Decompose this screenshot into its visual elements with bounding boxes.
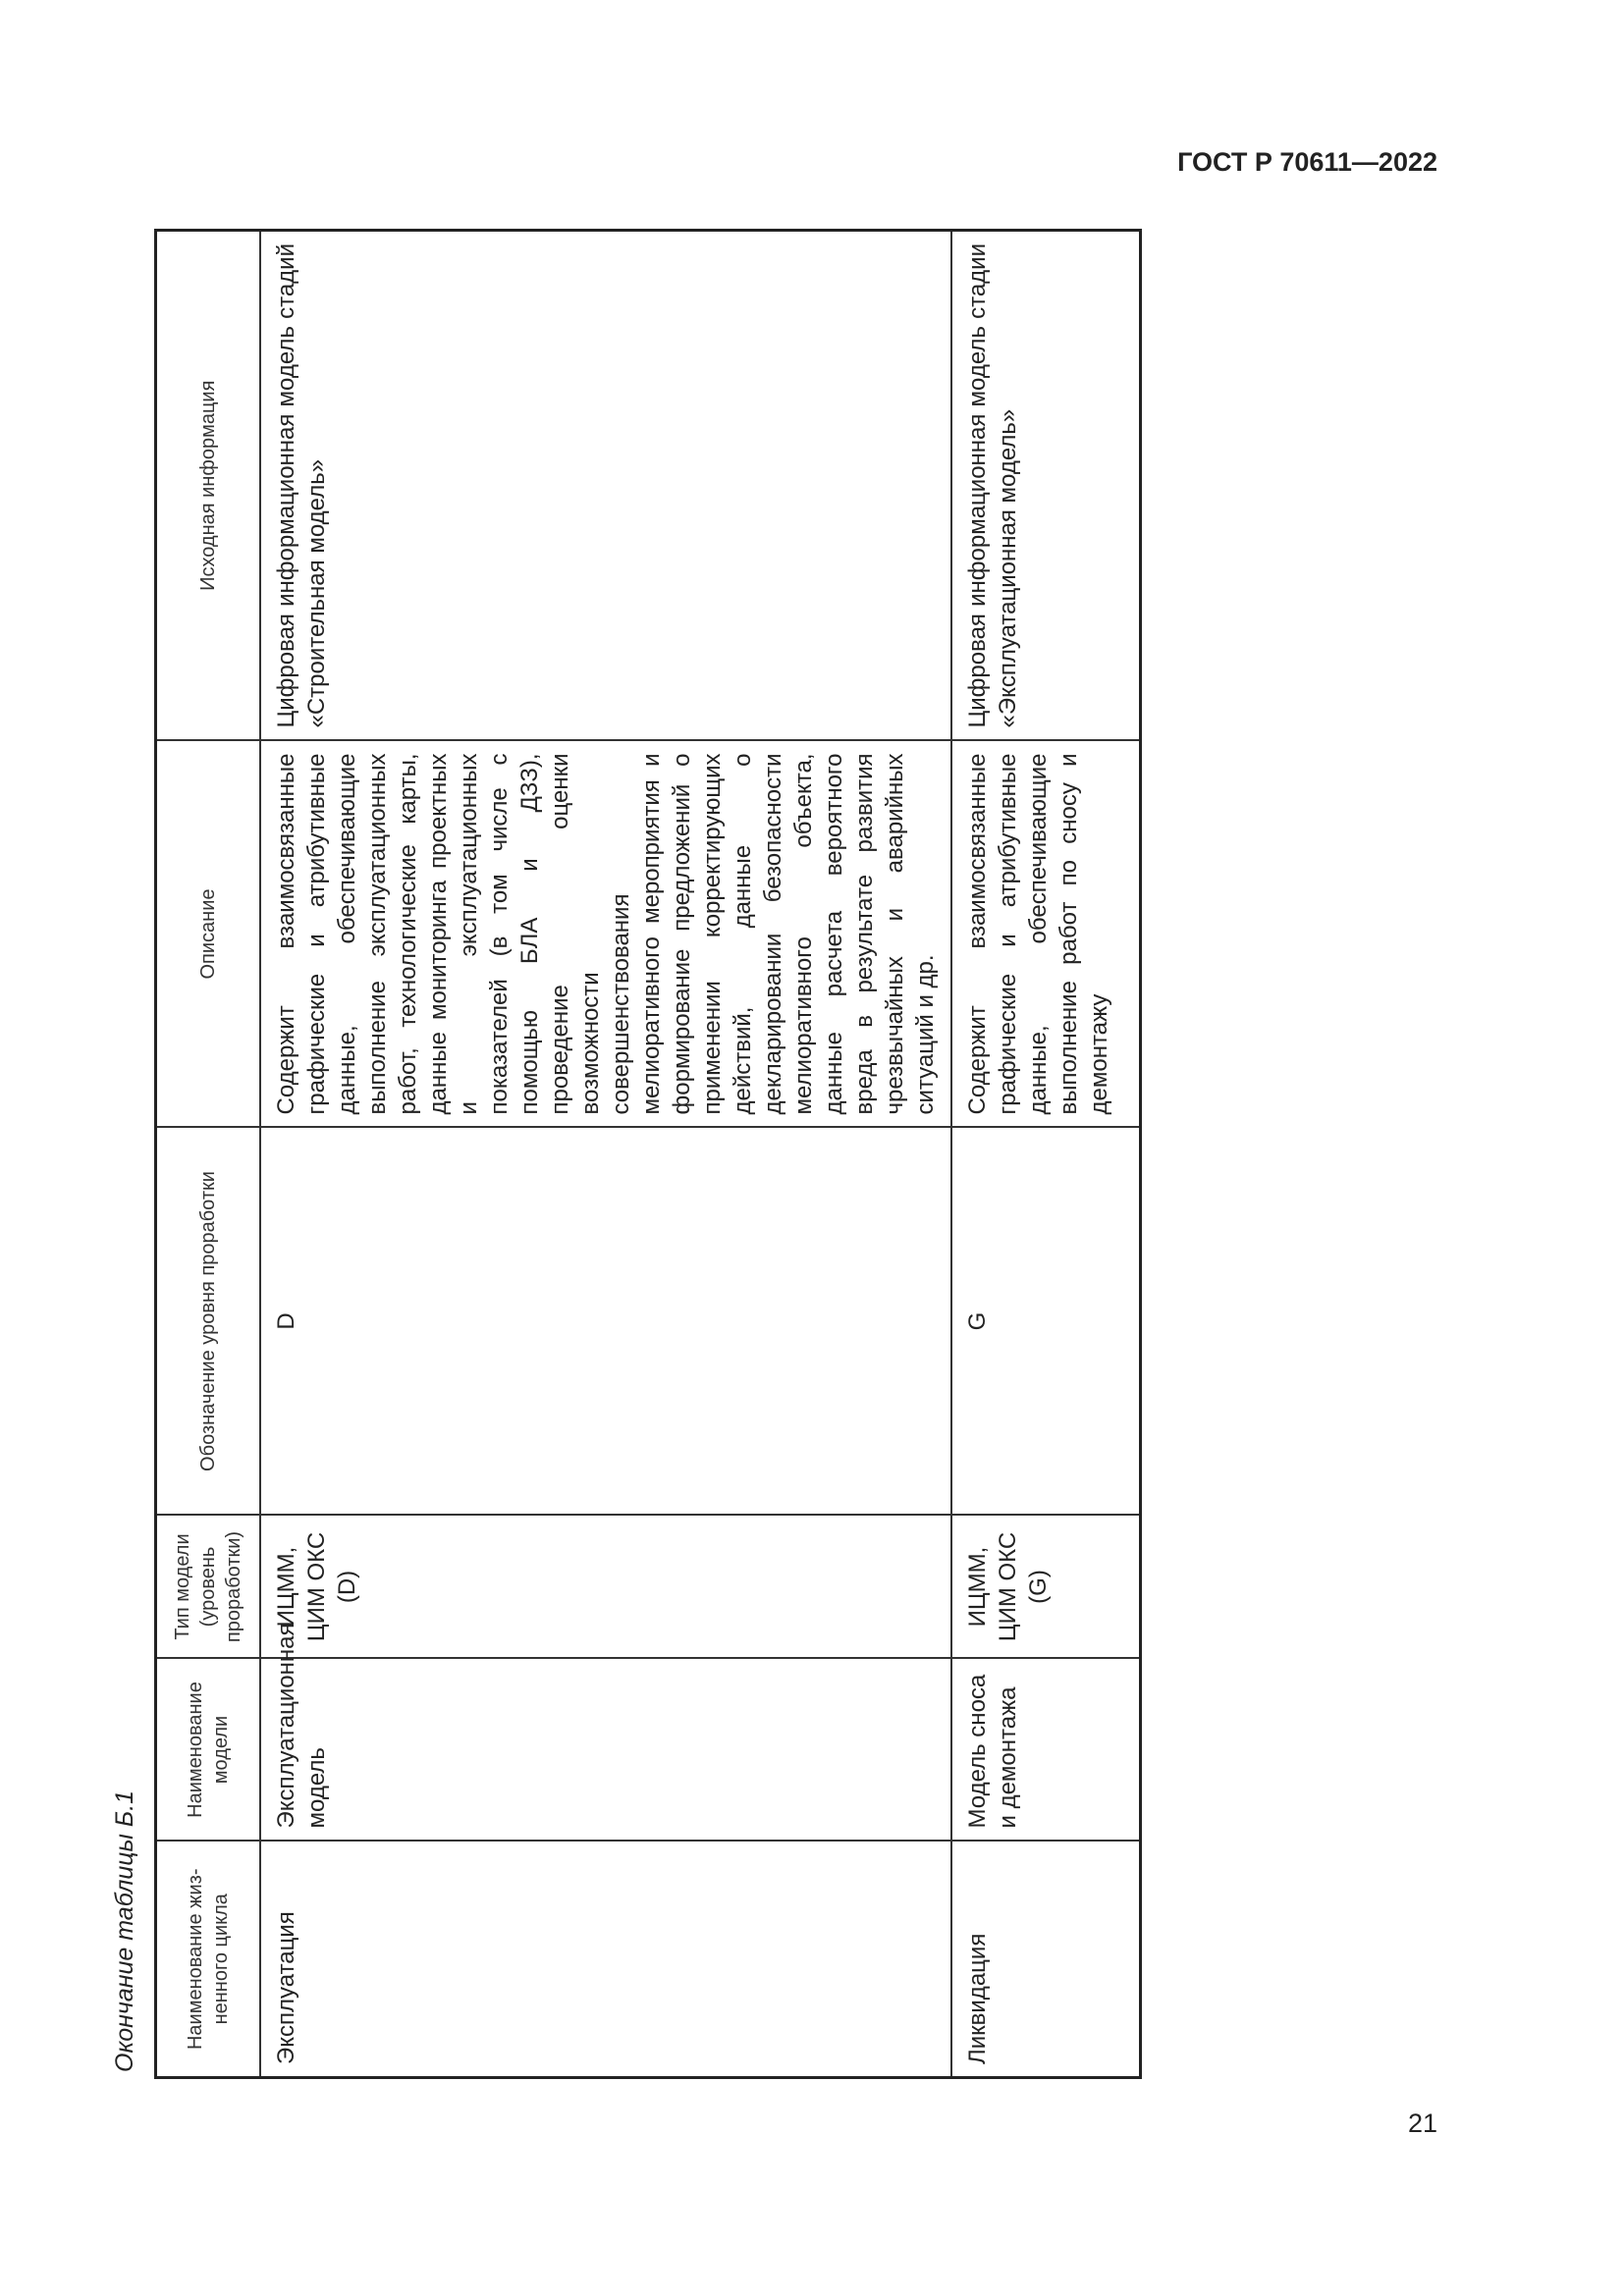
table-row xyxy=(951,231,1141,2078)
cell-model-name: Модель сноса и демонтажа xyxy=(951,1659,1141,1842)
cell-description: Содержит взаимосвязанные графические и атрибутивные данные, обеспечивающие выполнение эксплуатационных работ, технологические карты, данные мониторинга проектных и эксплуатационных показателей (в том числе с помощью БЛА и ДЗЗ), проведение оценки возможности совершенствования мелиоративного мероприятия и формирование предложений о применении корректирующих действий, данные о декларировании безопасности мелиоративного объекта, данные расчета вероятного вреда в результате развития чрезвычайных и аварийных ситуаций и др. xyxy=(260,741,951,1128)
cell-level: D xyxy=(260,1128,951,1516)
cell-description: Содержит взаимосвязанные графические и атрибутивные данные, обеспечивающие выполнение работ по сносу и демонтажу xyxy=(951,741,1141,1128)
table-header-row xyxy=(156,231,261,2078)
cell-source: Цифровая информационная модель стадии «Эксплуатационная модель» xyxy=(951,231,1141,741)
lifecycle-models-table xyxy=(154,229,1142,2079)
rotated-table-wrapper xyxy=(154,232,1112,2079)
cell-source: Цифровая информационная модель стадий «Строительная модель» xyxy=(260,231,951,741)
table-caption: Окончание таблицы Б.1 xyxy=(111,1790,138,2072)
header-level: Обозначение уровня проработки xyxy=(156,1128,261,1516)
document-code: ГОСТ Р 70611—2022 xyxy=(1177,147,1437,177)
table-row xyxy=(260,231,951,2078)
header-lifecycle: Наименование жиз-ненного цикла xyxy=(156,1842,261,2078)
page-number: 21 xyxy=(1407,2109,1437,2138)
cell-lifecycle: Эксплуатация xyxy=(260,1842,951,2078)
cell-level: G xyxy=(951,1128,1141,1516)
header-description: Описание xyxy=(156,741,261,1128)
cell-model-type: ИЦММ, ЦИМ ОКС (D) xyxy=(260,1516,951,1659)
header-model-name: Наименование модели xyxy=(156,1659,261,1842)
header-source: Исходная информация xyxy=(156,231,261,741)
cell-model-name: Эксплуатационная модель xyxy=(260,1659,951,1842)
header-model-type: Тип модели (уровень проработки) xyxy=(156,1516,261,1659)
cell-model-type: ИЦММ, ЦИМ ОКС (G) xyxy=(951,1516,1141,1659)
cell-lifecycle: Ликвидация xyxy=(951,1842,1141,2078)
